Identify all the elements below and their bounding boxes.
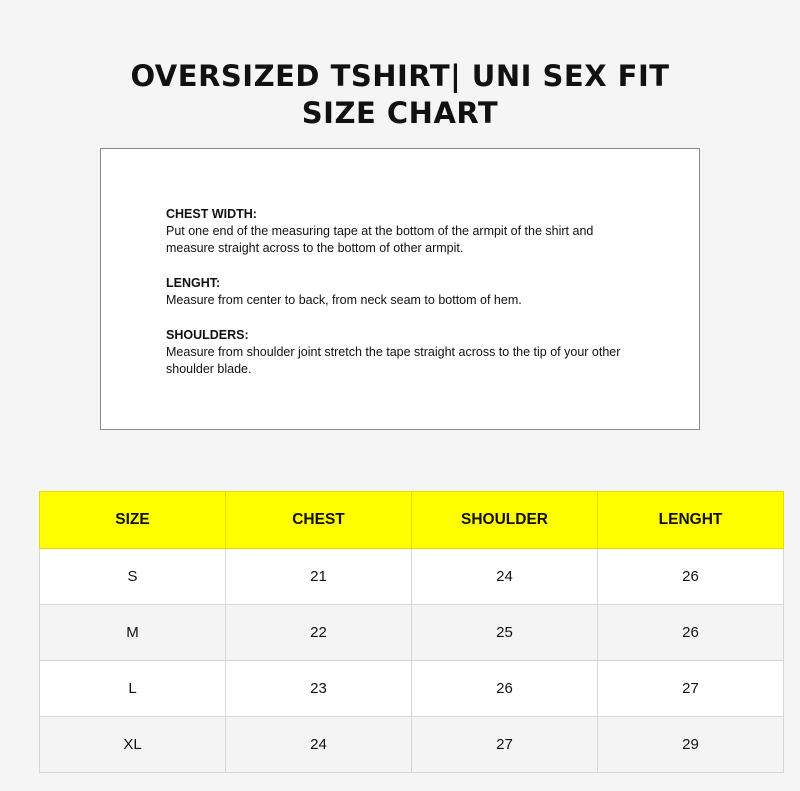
cell-chest: 22 (226, 605, 412, 661)
cell-length: 26 (598, 549, 784, 605)
title-line-1: OVERSIZED TSHIRT| UNI SEX FIT (130, 59, 670, 93)
cell-size: XL (40, 717, 226, 773)
cell-size: L (40, 661, 226, 717)
cell-chest: 21 (226, 549, 412, 605)
guide-section-chest (166, 206, 636, 257)
cell-size: M (40, 605, 226, 661)
cell-shoulder: 26 (412, 661, 598, 717)
title-line-2: SIZE CHART (301, 96, 499, 130)
cell-length: 27 (598, 661, 784, 717)
cell-size: S (40, 549, 226, 605)
cell-chest: 23 (226, 661, 412, 717)
page-title (0, 58, 800, 132)
column-header-chest: CHEST (226, 492, 412, 549)
guide-heading-shoulders: SHOULDERS: (166, 328, 249, 342)
guide-section-shoulders (166, 327, 636, 378)
cell-shoulder: 24 (412, 549, 598, 605)
cell-length: 29 (598, 717, 784, 773)
column-header-length: LENGHT (598, 492, 784, 549)
table-row (40, 549, 784, 605)
guide-heading-length: LENGHT: (166, 276, 221, 290)
column-header-shoulder: SHOULDER (412, 492, 598, 549)
table-header-row (40, 492, 784, 549)
cell-shoulder: 25 (412, 605, 598, 661)
guide-text-chest: Put one end of the measuring tape at the bottom of the armpit of the shirt and measure straight across to the bottom of other armpit. (166, 224, 594, 255)
table-row (40, 605, 784, 661)
cell-shoulder: 27 (412, 717, 598, 773)
guide-text-shoulders: Measure from shoulder joint stretch the tape straight across to the tip of your other shoulder blade. (166, 345, 621, 376)
measurement-guide-box (100, 148, 700, 430)
cell-length: 26 (598, 605, 784, 661)
table-row (40, 717, 784, 773)
table-row (40, 661, 784, 717)
cell-chest: 24 (226, 717, 412, 773)
guide-text-length: Measure from center to back, from neck seam to bottom of hem. (166, 293, 522, 307)
guide-section-length (166, 275, 636, 309)
guide-heading-chest: CHEST WIDTH: (166, 207, 257, 221)
measurement-guide-content (166, 206, 636, 396)
column-header-size: SIZE (40, 492, 226, 549)
size-chart-table (39, 491, 784, 773)
